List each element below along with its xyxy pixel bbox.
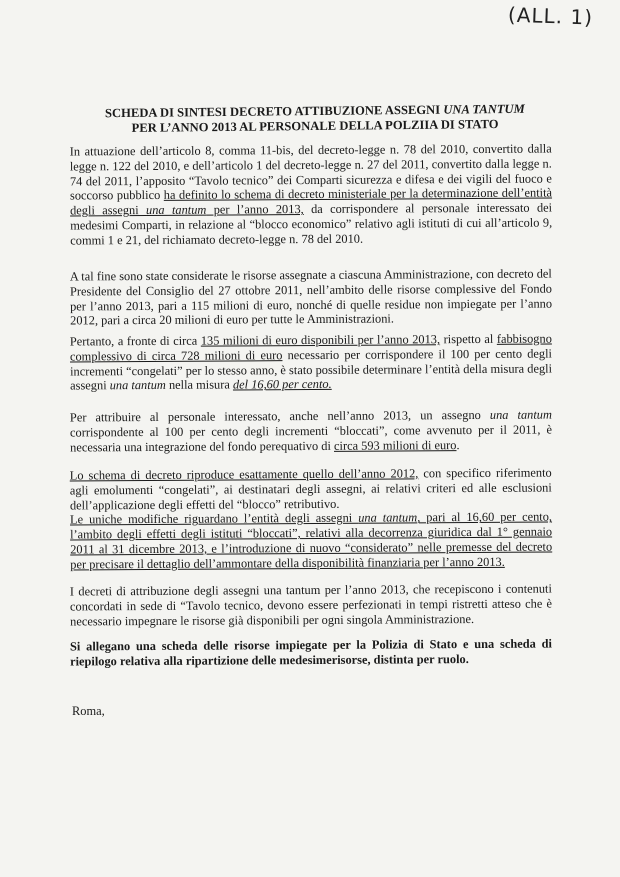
paragraph-6: I decreti di attribuzione degli assegni una tantum per l’anno 2013, che recepiscono i contenuti concordati in sede di “Tavolo tecnico, devono essere perfezionati in tempi ristretti atteso che è necessario impegnare le risorse già disponibili per ogni singola Amministrazione.	[69, 581, 553, 629]
paragraph-2: A tal fine sono state considerate le risorse assegnate a ciascuna Amministrazione, con decreto del Presidente del Consiglio del 27 ottobre 2011, nell’ambito delle risorse complessive del Fondo per l’anno 2013, pari a 115 milioni di euro, nonché di quelle residue non impiegate per l’anno 2012, pari a circa 20 milioni di euro per tutte le Amministrazioni.	[69, 266, 553, 328]
handwritten-annotation: (ALL. 1)	[507, 2, 594, 30]
paragraph-3: Pertanto, a fronte di circa 135 milioni di euro disponibili per l’anno 2013, rispetto al fabbisogno complessivo di circa 728 milioni di euro necessario per corrispondere il 100 per cento degli incrementi “congelati” per lo stesso anno, è stato possibile determinare l’entità della misura degli assegni una tantum nella misura del 16,60 per cento.	[69, 331, 553, 393]
place-signature: Roma,	[72, 704, 105, 718]
paragraph-4: Per attribuire al personale interessato, anche nell’anno 2013, un assegno una tantum corrispondente al 100 per cento degli incrementi “bloccati”, come avvenuto per il 2011, è necessaria una integrazione del fondo perequativo di circa 593 milioni di euro.	[69, 407, 553, 455]
title-line-2: PER L’ANNO 2013 AL PERSONALE DELLA POLZIIA DI STATO	[131, 117, 499, 135]
paragraph-7-attachments: Si allegano una scheda delle risorse impiegate per la Polizia di Stato e una scheda di riepilogo relativa alla ripartizione delle medesimerisorse, distinta per ruolo.	[69, 636, 552, 669]
paragraph-5: Lo schema di decreto riproduce esattamente quello dell’anno 2012, con specifico riferimento agli emolumenti “congelati”, ai destinatari degli assegni, ai relativi criteri ed alle esclusioni dell’applicazione degli effetti del “blocco” retributivo. Le uniche modifiche riguardano l’entità degli assegni una tantum, pari al 16,60 per cento, l’ambito degli effetti degli istituti “bloccati”, relativi alla decorrenza giuridica dal 1° gennaio 2011 al 31 dicembre 2013, e l’introduzione di nuovo “considerato” nelle premesse del decreto per precisare il dettaglio dell’ammontare della disponibilità finanziaria per l’anno 2013.	[69, 465, 553, 572]
paragraph-1: In attuazione dell’articolo 8, comma 11-bis, del decreto-legge n. 78 del 2010, convertito dalla legge n. 122 del 2010, e dell’articolo 1 del decreto-legge n. 27 del 2011, convertito dalla legge n. 74 del 2011, l’apposito “Tavolo tecnico” dei Comparti sicurezza e difesa e dei vigili del fuoco e soccorso pubblico ha definito lo schema di decreto ministeriale per la determinazione dell’entità degli assegni una tantum per l’anno 2013, da corrispondere al personale interessato dei medesimi Comparti, in relazione al “blocco economico” relativo agli istituti di cui all’articolo 9, commi 1 e 21, del richiamato decreto-legge n. 78 del 2010.	[69, 141, 553, 248]
document-title	[80, 102, 550, 137]
title-line-1: SCHEDA DI SINTESI DECRETO ATTIBUZIONE ASSEGNI UNA TANTUM	[104, 101, 525, 121]
